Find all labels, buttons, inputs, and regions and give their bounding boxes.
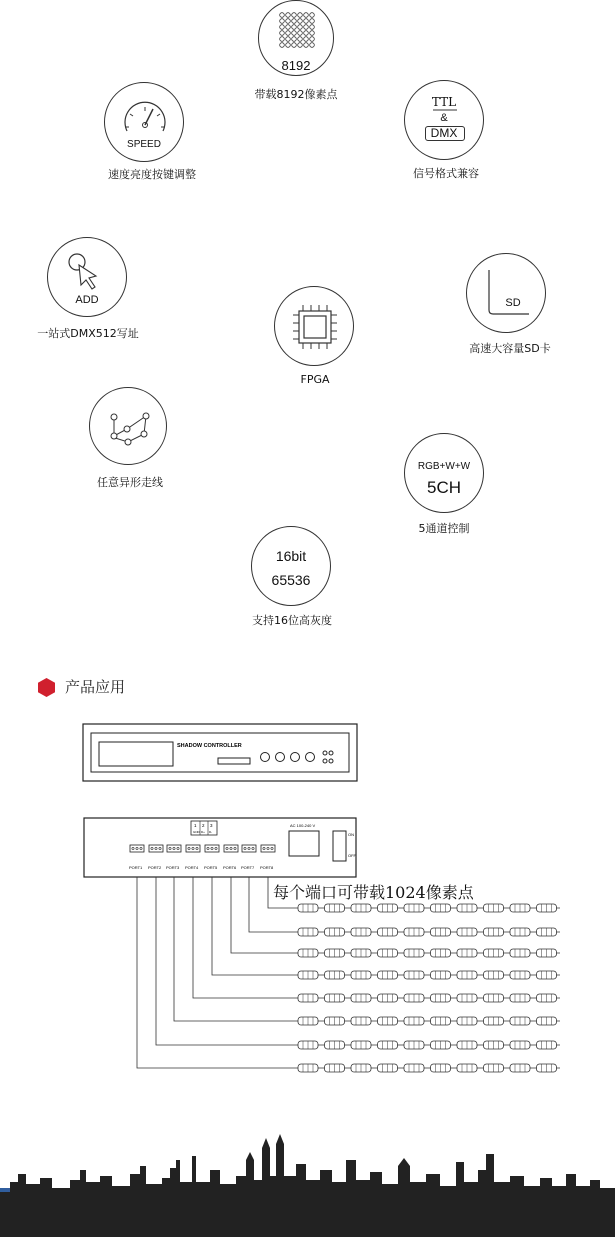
port-label: PORT5 bbox=[204, 865, 218, 870]
back-panel bbox=[84, 818, 357, 877]
and-text: & bbox=[440, 112, 448, 124]
front-panel-label: SHADOW CONTROLLER bbox=[177, 743, 242, 749]
sd-card-icon bbox=[466, 253, 546, 333]
port-annotation: 每个端口可带载1024像素点 bbox=[273, 883, 474, 902]
speed-icon-text: SPEED bbox=[127, 139, 161, 150]
cursor-icon bbox=[47, 237, 127, 317]
5ch-text: 5CH bbox=[426, 478, 461, 497]
port-label: PORT1 bbox=[129, 865, 143, 870]
power-label: AC 100-240 V bbox=[290, 823, 316, 828]
route-nodes-icon bbox=[89, 387, 167, 465]
port-label: PORT3 bbox=[166, 865, 180, 870]
port-label: PORT4 bbox=[185, 865, 199, 870]
rgb-text: RGB+W+W bbox=[417, 461, 471, 472]
port-label: PORT2 bbox=[148, 865, 162, 870]
pixel-strings bbox=[298, 904, 560, 1072]
port-wiring bbox=[137, 877, 298, 1068]
pixel-grid-icon bbox=[258, 0, 334, 76]
terminal-sub: D- bbox=[209, 830, 213, 834]
pixels-icon-text: 8192 bbox=[281, 58, 311, 73]
65536-text: 65536 bbox=[271, 572, 311, 588]
rgb-channel-icon bbox=[404, 433, 484, 513]
gray-label: 支持16位高灰度 bbox=[252, 614, 332, 627]
section-title: 产品应用 bbox=[65, 678, 126, 696]
front-panel bbox=[83, 724, 357, 781]
terminal-sub: GND bbox=[193, 830, 200, 834]
rgb-label: 5通道控制 bbox=[418, 522, 470, 535]
sd-label: 高速大容量SD卡 bbox=[469, 342, 551, 355]
shape-label: 任意异形走线 bbox=[97, 476, 163, 489]
terminal-number: 1 bbox=[194, 823, 197, 828]
chip-icon bbox=[274, 286, 354, 366]
city-skyline-banner bbox=[0, 1130, 615, 1237]
ttl-text: TTL bbox=[431, 95, 457, 109]
grayscale-icon bbox=[251, 526, 331, 606]
pixels-label: 带载8192像素点 bbox=[254, 88, 338, 101]
hexagon-icon bbox=[38, 678, 55, 697]
add-icon-text: ADD bbox=[75, 294, 99, 306]
port-label: PORT6 bbox=[223, 865, 237, 870]
terminal-number: 2 bbox=[202, 823, 205, 828]
signal-format-icon bbox=[404, 80, 484, 160]
16bit-text: 16bit bbox=[275, 548, 307, 564]
signal-label: 信号格式兼容 bbox=[413, 167, 479, 180]
dmx-text: DMX bbox=[430, 126, 458, 140]
speedometer-icon bbox=[104, 82, 184, 162]
fpga-label: FPGA bbox=[300, 373, 330, 386]
speed-label: 速度亮度按键调整 bbox=[108, 168, 196, 181]
off-label: OFF bbox=[348, 853, 356, 858]
port-label: PORT7 bbox=[241, 865, 255, 870]
add-label: 一站式DMX512写址 bbox=[37, 327, 139, 340]
sd-icon-text: SD bbox=[505, 297, 521, 309]
on-label: ON bbox=[348, 832, 354, 837]
terminal-number: 3 bbox=[210, 823, 213, 828]
terminal-sub: D+ bbox=[201, 830, 205, 834]
port-label: PORT8 bbox=[260, 865, 274, 870]
